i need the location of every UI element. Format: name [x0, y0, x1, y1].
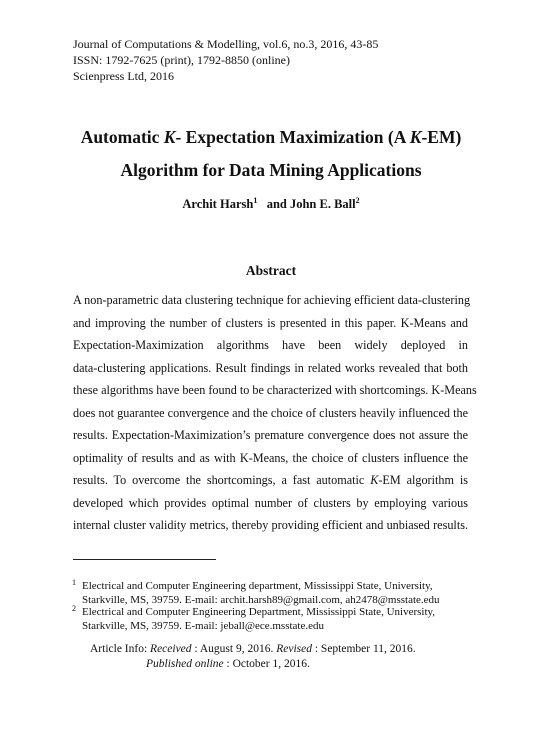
footnote-text: Electrical and Computer Engineering Department, Mississippi State, University, [82, 606, 436, 618]
abstract-line: these algorithms have been found to be characterized with shortcomings. K-Means [73, 383, 477, 397]
journal-citation: Journal of Computations & Modelling, vol.6, no.3, 2016, 43-85 [73, 37, 379, 51]
footnote-rule [73, 559, 216, 560]
author-list: Archit Harsh$^1$ and John E. Ball$^2$ [182, 196, 360, 212]
affiliation-mark: 1 [253, 196, 258, 205]
article-info-dates: Article Info: Received : August 9, 2016. Revised : September 11, 2016. [90, 643, 416, 655]
abstract-line: A non-parametric data clustering technique for achieving efficient data-clustering [73, 293, 471, 307]
abstract-line: and improving the number of clusters is presented in this paper. K-Means and [73, 315, 468, 330]
abstract-line: does not guarantee convergence and the choice of clusters heavily influenced the [73, 405, 468, 420]
abstract-line: optimality of results and as with K-Means, the choice of clusters influence the [73, 450, 468, 465]
abstract-line: Expectation-Maximization algorithms have been widely deployed in [73, 338, 468, 352]
paper-title-line-1: Automatic K- Expectation Maximization (A K-EM) [80, 127, 462, 147]
footnote-mark: 2 [72, 604, 76, 613]
author-name: Archit Harsh [182, 197, 254, 212]
article-info-published: Published online : October 1, 2016. [146, 658, 310, 670]
journal-header [73, 36, 378, 84]
abstract-line: data-clustering applications. Result findings in related works revealed that both [73, 360, 468, 375]
footnote-text: Starkville, MS, 39759. E-mail: jeball@ece.msstate.edu [82, 620, 324, 632]
affiliation-mark: 2 [355, 196, 360, 205]
author-name: John E. Ball [289, 197, 356, 212]
footnote-text: Electrical and Computer Engineering department, Mississippi State, University, [82, 580, 433, 592]
abstract-body [73, 292, 477, 540]
issn-line: ISSN: 1792-7625 (print), 1792-8850 (online) [73, 53, 290, 67]
footnote-text: Starkville, MS, 39759. E-mail: archit.harsh89@gmail.com, ah2478@msstate.edu [82, 594, 440, 606]
publisher-line: Scienpress Ltd, 2016 [73, 69, 174, 83]
abstract-line: results. Expectation-Maximization’s premature convergence does not assure the [73, 428, 468, 442]
abstract-line: internal cluster validity metrics, thereby providing efficient and unbiased results. [73, 518, 468, 532]
paper-title-line-2: Algorithm for Data Mining Applications [120, 160, 422, 180]
abstract-heading: Abstract [245, 263, 297, 278]
abstract-line: developed which provides optimal number of clusters by employing various [73, 495, 468, 510]
article-info [90, 642, 416, 672]
abstract-line: results. To overcome the shortcomings, a fast automatic K-EM algorithm is [73, 473, 468, 487]
footnote-mark: 1 [72, 578, 76, 587]
